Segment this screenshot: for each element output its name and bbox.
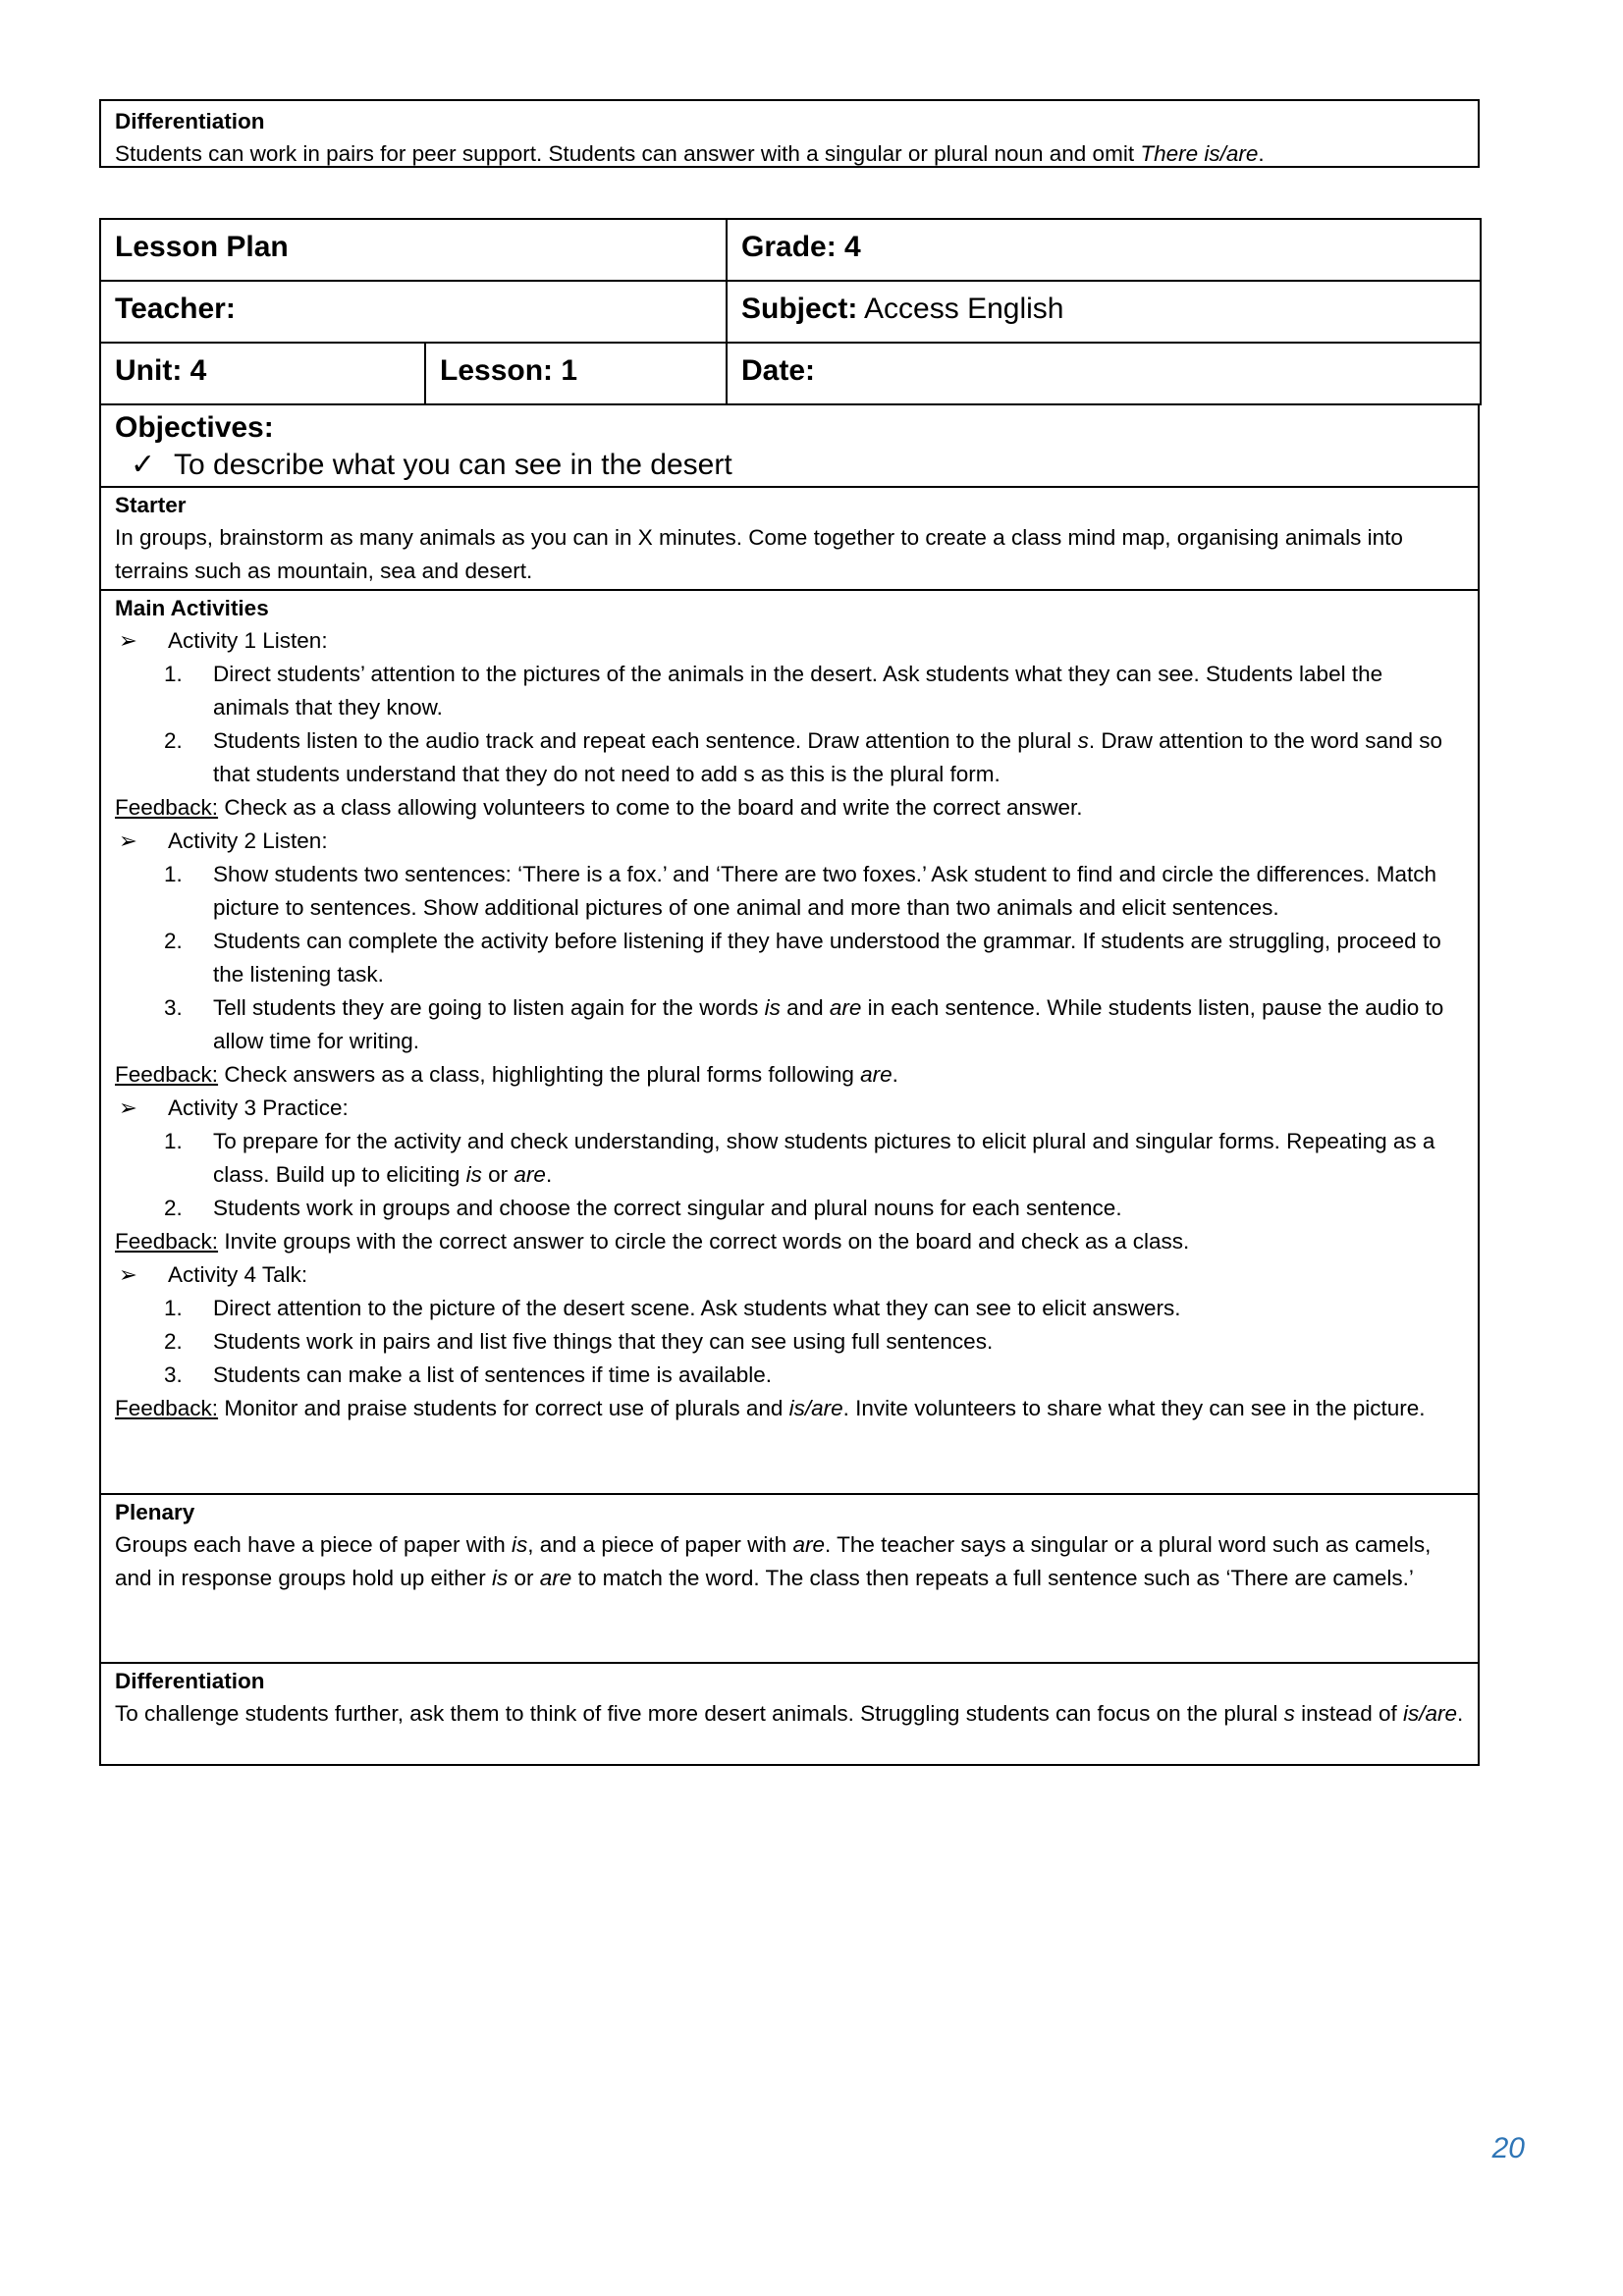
objectives-title: Objectives: — [115, 411, 274, 444]
list-item: 1. Show students two sentences: ‘There is a fox.’ and ‘There are two foxes.’ Ask student to find and circle the differences. Match picture to sentences. Show additional pictures of one animal and more than two animals and elicit sentences. — [164, 862, 1437, 920]
list-item: 2. Students can complete the activity before listening if they have understood the grammar. If students are struggling, proceed to the listening task. — [164, 929, 1441, 987]
lesson-plan-label: Lesson Plan — [100, 219, 727, 281]
arrow-bullet-icon: ➢ — [119, 1262, 137, 1287]
date-label: Date: — [727, 343, 1481, 404]
unit-label: Unit: 4 — [100, 343, 425, 404]
activity-3-feedback: Feedback: Invite groups with the correct answer to circle the correct words on the board and check as a class. — [115, 1229, 1190, 1254]
objective-item: ✓ To describe what you can see in the desert — [115, 447, 1464, 484]
bottom-differentiation-title: Differentiation — [115, 1669, 265, 1693]
list-item: 1. Direct students’ attention to the pictures of the animals in the desert. Ask students what they can see. Students label the animals that they know. — [164, 662, 1383, 720]
plenary-title: Plenary — [115, 1500, 195, 1524]
activity-1-feedback: Feedback: Check as a class allowing volunteers to come to the board and write the correct answer. — [115, 795, 1083, 820]
main-activities-section — [99, 589, 1480, 1495]
top-differentiation-text: Students can work in pairs for peer support. Students can answer with a singular or plural noun and omit There is/are. — [115, 141, 1265, 166]
teacher-label: Teacher: — [100, 281, 727, 343]
top-differentiation-box — [99, 99, 1480, 168]
grade-label: Grade: 4 — [727, 219, 1481, 281]
arrow-bullet-icon: ➢ — [119, 828, 137, 853]
activity-1-heading: ➢ Activity 1 Listen: — [115, 624, 1464, 658]
list-item: 1. Direct attention to the picture of the desert scene. Ask students what they can see to elicit answers. — [164, 1296, 1181, 1320]
activity-4-feedback: Feedback: Monitor and praise students for correct use of plurals and is/are. Invite volunteers to share what they can see in the picture. — [115, 1396, 1426, 1420]
bottom-differentiation-text: To challenge students further, ask them to think of five more desert animals. Struggling students can focus on the plural s instead of is/are. — [115, 1701, 1464, 1726]
lesson-plan-header-table — [99, 218, 1482, 405]
lesson-label: Lesson: 1 — [425, 343, 727, 404]
subject-cell: Subject: Access English — [727, 281, 1481, 343]
activity-3-heading: ➢ Activity 3 Practice: — [115, 1092, 1464, 1125]
list-item: 2. Students listen to the audio track and repeat each sentence. Draw attention to the plural s. Draw attention to the word sand so that students understand that they do not need to add s as this is the plural form. — [164, 728, 1443, 786]
arrow-bullet-icon: ➢ — [119, 628, 137, 653]
list-item: 2. Students work in pairs and list five things that they can see using full sentences. — [164, 1329, 994, 1354]
list-item: 3. Students can make a list of sentences if time is available. — [164, 1362, 773, 1387]
activity-4-heading: ➢ Activity 4 Talk: — [115, 1258, 1464, 1292]
activity-2-heading: ➢ Activity 2 Listen: — [115, 825, 1464, 858]
bottom-differentiation-section — [99, 1662, 1480, 1766]
list-item: 2. Students work in groups and choose the correct singular and plural nouns for each sentence. — [164, 1196, 1122, 1220]
activity-2-feedback: Feedback: Check answers as a class, highlighting the plural forms following are. — [115, 1062, 898, 1087]
starter-title: Starter — [115, 493, 187, 517]
main-activities-title: Main Activities — [115, 596, 269, 620]
plenary-text: Groups each have a piece of paper with is, and a piece of paper with are. The teacher says a singular or a plural word such as camels, and in response groups hold up either is or are to match the word. The class then repeats a full sentence such as ‘There are camels.’ — [115, 1532, 1432, 1590]
top-differentiation-title: Differentiation — [115, 109, 265, 133]
plenary-section — [99, 1493, 1480, 1664]
check-icon: ✓ — [131, 449, 156, 481]
starter-text: In groups, brainstorm as many animals as you can in X minutes. Come together to create a class mind map, organising animals into terrains such as mountain, sea and desert. — [115, 525, 1403, 583]
objectives-section — [99, 403, 1480, 488]
page-number: 20 — [1491, 2132, 1525, 2164]
list-item: 3. Tell students they are going to listen again for the words is and are in each sentence. While students listen, pause the audio to allow time for writing. — [164, 995, 1444, 1053]
list-item: 1. To prepare for the activity and check understanding, show students pictures to elicit plural and singular forms. Repeating as a class. Build up to eliciting is or are. — [164, 1129, 1435, 1187]
arrow-bullet-icon: ➢ — [119, 1095, 137, 1120]
starter-section — [99, 486, 1480, 591]
